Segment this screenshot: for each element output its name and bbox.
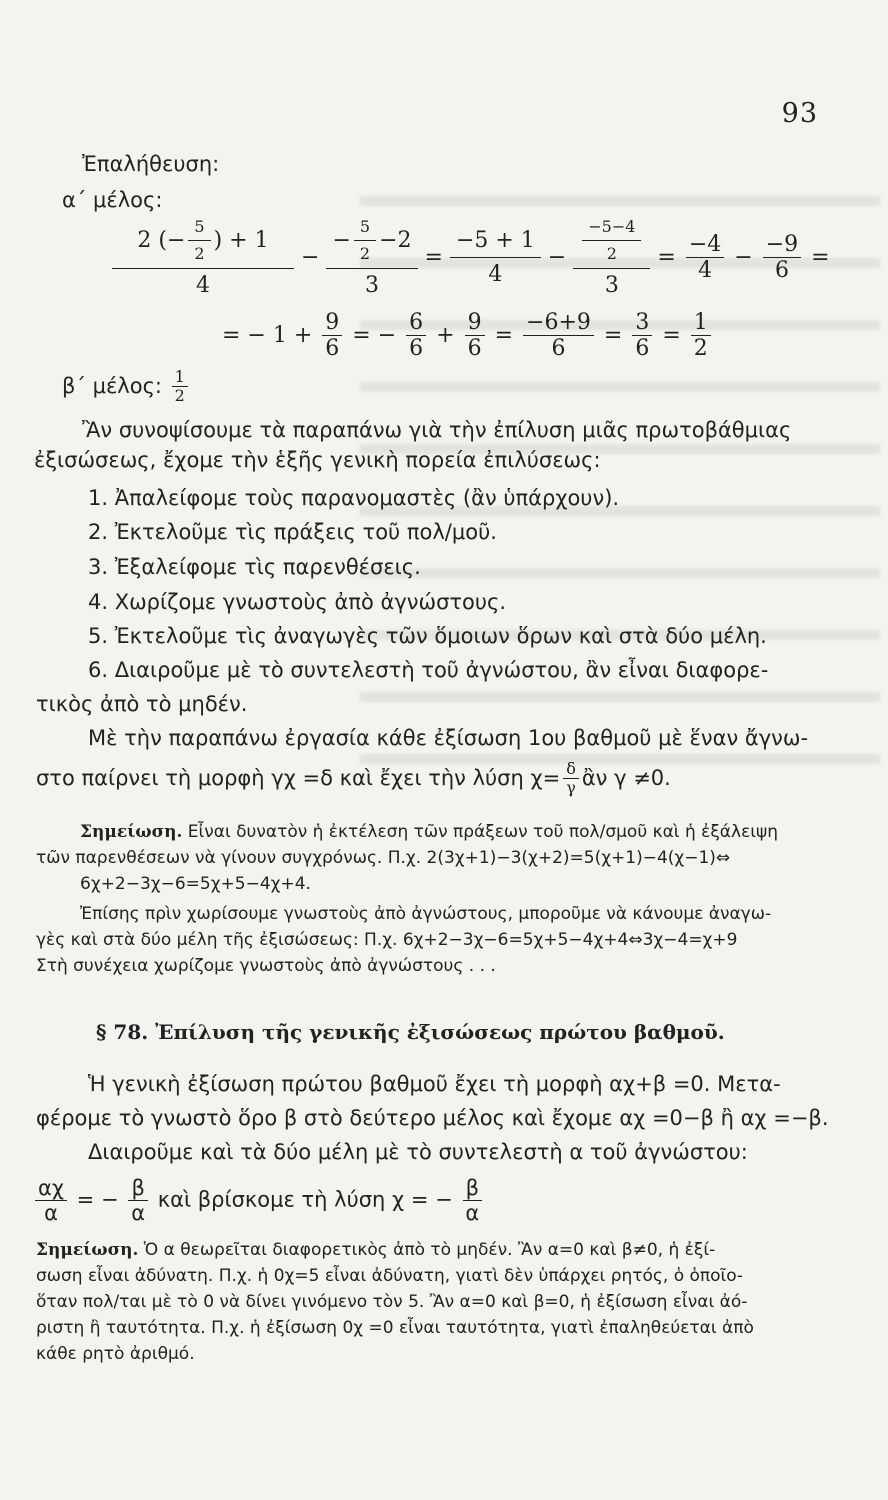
- note2-label: Σημείωση.: [36, 1240, 139, 1260]
- step-1: 1. Ἀπαλείφομε τοὺς παρανομαστὲς (ἂν ὑπάρχουν).: [88, 486, 620, 510]
- note2-line5: κάθε ρητὸ ἀριθμό.: [36, 1344, 195, 1364]
- note2-line4: ριστη ἢ ταυτότητα. Π.χ. ἡ ἐξίσωση 0χ =0 εἶναι ταυτότητα, γιατὶ ἐπαληθεύεται ἀπὸ: [36, 1318, 754, 1338]
- note1-label: Σημείωση.: [80, 822, 183, 842]
- step-6-continuation: τικὸς ἀπὸ τὸ μηδέν.: [36, 692, 248, 716]
- step-2: 2. Ἐκτελοῦμε τὶς πράξεις τοῦ πολ/μοῦ.: [88, 520, 497, 544]
- side-a-label: α΄ μέλος:: [62, 188, 163, 212]
- note1-line2: τῶν παρενθέσεων νὰ γίνουν συγχρόνως. Π.χ. 2(3χ+1)−3(χ+2)=5(χ+1)−4(χ−1)⇔: [36, 848, 731, 868]
- step-6: 6. Διαιροῦμε μὲ τὸ συντελεστὴ τοῦ ἀγνώστου, ἂν εἶναι διαφορε-: [88, 658, 769, 682]
- verification-title: Ἐπαλήθευση:: [82, 152, 220, 176]
- term2-fraction: − $\frac{5}{2}$ −2 3: [326, 218, 417, 298]
- term3-fraction: $\frac{-5 + 1}{4}$: [450, 228, 541, 287]
- intro-line1: Ἂν συνοψίσουμε τὰ παραπάνω γιὰ τὴν ἐπίλυση μιᾶς πρωτοβάθμιας: [82, 418, 792, 442]
- note1-line4: Ἐπίσης πρὶν χωρίσουμε γνωστοὺς ἀπὸ ἀγνώστους, μποροῦμε νὰ κάνουμε ἀναγω-: [80, 904, 772, 924]
- note1-line3: 6χ+2−3χ−6=5χ+5−4χ+4.: [80, 874, 311, 894]
- intro-line2: ἐξισώσεως, ἔχομε τὴν ἑξῆς γενικὴ πορεία ἐπιλύσεως:: [34, 448, 601, 472]
- general-line1: Ἡ γενικὴ ἐξίσωση πρώτου βαθμοῦ ἔχει τὴ μορφὴ αχ+β =0. Μετα-: [88, 1072, 781, 1096]
- general-line2: φέρομε τὸ γνωστὸ ὅρο β στὸ δεύτερο μέλος καὶ ἔχομε αχ =0−β ἢ αχ =−β.: [36, 1106, 829, 1130]
- page-number: 93: [781, 98, 818, 129]
- note1-line1: Σημείωση. Εἶναι δυνατὸν ἡ ἐκτέλεση τῶν πράξεων τοῦ πολ/σμοῦ καὶ ἡ ἐξάλειψη: [80, 822, 778, 842]
- section-heading: § 78. Ἐπίλυση τῆς γενικῆς ἐξισώσεως πρώτου βαθμοῦ.: [96, 1020, 725, 1044]
- term1-fraction: 2 (− $\frac{5}{2}$ ) + 1 4: [112, 218, 294, 298]
- side-a-equation-line2: = − 1 + $\frac{9}{6}$ = − $\frac{6}{6}$ + $\frac{9}{6}$ = $\frac{-6+9}{6}$ = $\frac{3}{6}$ = $\frac{1}{2}$: [222, 310, 714, 362]
- side-b-label: β΄ μέλος:: [62, 373, 162, 398]
- step-4: 4. Χωρίζομε γνωστοὺς ἀπὸ ἀγνώστους.: [88, 590, 507, 614]
- note2-line1: Σημείωση. Ὁ α θεωρεῖται διαφορετικὸς ἀπὸ τὸ μηδέν. Ἂν α=0 καὶ β≠0, ἡ ἐξί-: [36, 1240, 716, 1260]
- step-5: 5. Ἐκτελοῦμε τὶς ἀναγωγὲς τῶν ὅμοιων ὅρων καὶ στὰ δύο μέλη.: [88, 624, 767, 648]
- side-a-equation-line1: 2 (− $\frac{5}{2}$ ) + 1 4 − − $\frac{5}{2}$ −2 3 = $\frac{-5 + 1}{4}$ − $\frac{\frac{-5-4}{2}}{3}$ = $\frac{-4}{4}$ − $\frac{-9}{6}$ =: [112, 218, 830, 298]
- step-3: 3. Ἐξαλείφομε τὶς παρενθέσεις.: [88, 555, 421, 579]
- side-b-line: β΄ μέλος: $\frac{1}{2}$: [62, 368, 191, 406]
- note2-line2: σωση εἶναι ἀδύνατη. Π.χ. ἡ 0χ=5 εἶναι ἀδύνατη, γιατὶ δὲν ὑπάρχει ρητός, ὁ ὁποῖο-: [36, 1266, 743, 1286]
- note1-line6: Στὴ συνέχεια χωρίζομε γνωστοὺς ἀπὸ ἀγνώστους . . .: [36, 956, 496, 976]
- general-line3: Διαιροῦμε καὶ τὰ δύο μέλη μὲ τὸ συντελεστὴ α τοῦ ἀγνώστου:: [88, 1140, 748, 1164]
- note1-line5: γὲς καὶ στὰ δύο μέλη τῆς ἐξισώσεως: Π.χ. 6χ+2−3χ−6=5χ+5−4χ+4⇔3χ−4=χ+9: [36, 930, 738, 950]
- note2-line3: ὅταν πολ/ται μὲ τὸ 0 νὰ δίνει γινόμενο τὸν 5. Ἂν α=0 καὶ β=0, ἡ ἐξίσωση εἶναι ἀό-: [36, 1292, 748, 1312]
- summary-line2: στο παίρνει τὴ μορφὴ γχ =δ καὶ ἔχει τὴν λύση χ= $\frac{\delta}{\gamma}$ ἂν γ ≠0.: [36, 759, 671, 798]
- division-equation: $\frac{\alpha\chi}{\alpha}$ = − $\frac{\beta}{\alpha}$ καὶ βρίσκομε τὴ λύση χ = − $\frac{\beta}{\alpha}$: [32, 1176, 485, 1225]
- term4-fraction: $\frac{\frac{-5-4}{2}}{3}$: [573, 218, 650, 298]
- summary-line1: Μὲ τὴν παραπάνω ἐργασία κάθε ἐξίσωση 1ου βαθμοῦ μὲ ἕναν ἄγνω-: [88, 726, 809, 750]
